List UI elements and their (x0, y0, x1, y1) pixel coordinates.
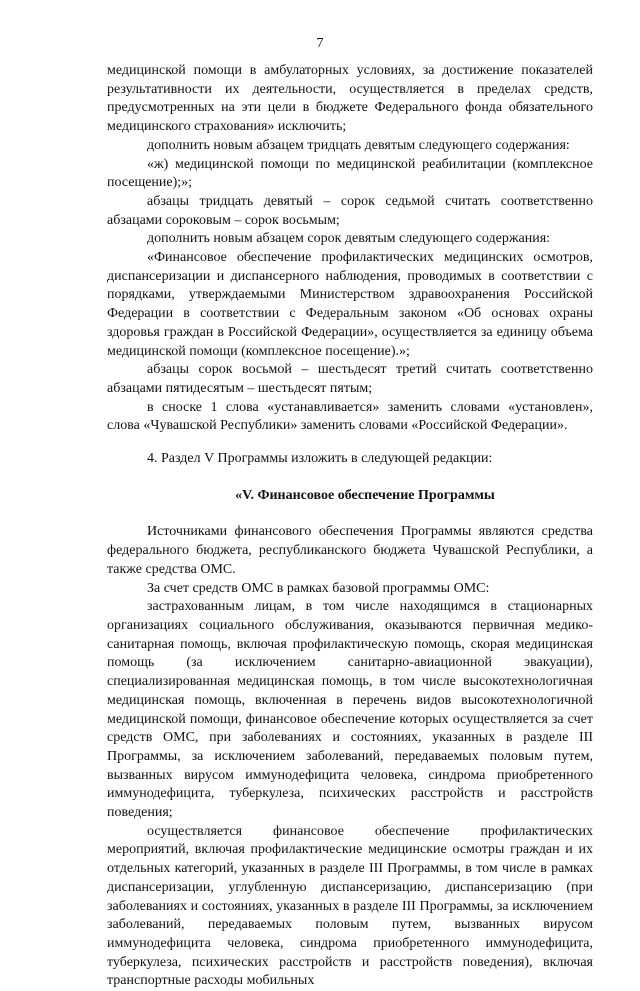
paragraph: За счет средств ОМС в рамках базовой программы ОМС: (147, 580, 490, 596)
paragraph: дополнить новым абзацем тридцать девятым следующего содержания: (147, 137, 570, 153)
page-number: 7 (316, 36, 324, 51)
amendment-item-4: 4. Раздел V Программы изложить в следующей редакции: (147, 451, 493, 467)
paragraph: дополнить новым абзацем сорок девятым следующего содержания: (147, 231, 551, 247)
paragraph: в сноске 1 слова «устанавливается» заменить словами «установлен», слова «Чувашской Республики» заменить словами «Российской Федерации». (107, 399, 593, 434)
paragraph: Источниками финансового обеспечения Программы являются средства федерального бюджета, республиканского бюджета Чувашской Республики, а также средства ОМС. (107, 524, 593, 577)
paragraph: застрахованным лицам, в том числе находящимся в стационарных организациях социального обслуживания, оказываются первичная медико-санитарная помощь, включая профилактическую помощь, скорая медицинская помощь (за исключением санитарно-авиационной эвакуации), специализированная медицинская помощь, в том числе высокотехнологичная медицинская помощь, включенная в перечень видов высокотехнологичной медицинской помощи, финансовое обеспечение которых осуществляется за счет средств ОМС, при заболеваниях и состояниях, указанных в разделе III Программы, за исключением заболеваний, передаваемых половым путем, вызванных вирусом иммунодефицита человека, синдрома приобретенного иммунодефицита, туберкулеза, психических расстройств и расстройств поведения; (107, 599, 593, 821)
paragraph: абзацы сорок восьмой – шестьдесят третий считать соответственно абзацами пятидесятым – шестьдесят пятым; (107, 362, 593, 396)
paragraph: медицинской помощи в амбулаторных условиях, за достижение показателей результативности их деятельности, осуществляется в пределах средств, предусмотренных на эти цели в бюджете Федерального фонда обязательного медицинского страхования» исключить; (107, 63, 593, 135)
paragraph: «ж) медицинской помощи по медицинской реабилитации (комплексное посещение);»; (107, 156, 593, 191)
section-heading: «V. Финансовое обеспечение Программы (235, 487, 495, 503)
paragraph: осуществляется финансовое обеспечение профилактических мероприятий, включая профилактические медицинские осмотры граждан и их отдельных категорий, указанных в разделе III Программы, в том числе в рамках диспансеризации, углубленную диспансеризацию, диспансеризацию (при заболеваниях и состояниях, указанных в разделе III Программы, за исключением заболеваний, передаваемых половым путем, вызванных вирусом иммунодефицита человека, синдрома приобретенного иммунодефицита, туберкулеза, психических расстройств и расстройств поведения), включая транспортные расходы мобильных (107, 823, 593, 989)
document-body (107, 62, 593, 991)
paragraph: «Финансовое обеспечение профилактических медицинских осмотров, диспансеризации и диспансерного наблюдения, проводимых в соответствии с порядками, утверждаемыми Министерством здравоохранения Российской Федерации в соответствии с Федеральным законом «Об основах охраны здоровья граждан в Российской Федерации», осуществляется за единицу объема медицинской помощи (комплексное посещение).»; (107, 250, 593, 359)
paragraph: абзацы тридцать девятый – сорок седьмой считать соответственно абзацами сороковым – сорок восьмым; (107, 193, 593, 228)
